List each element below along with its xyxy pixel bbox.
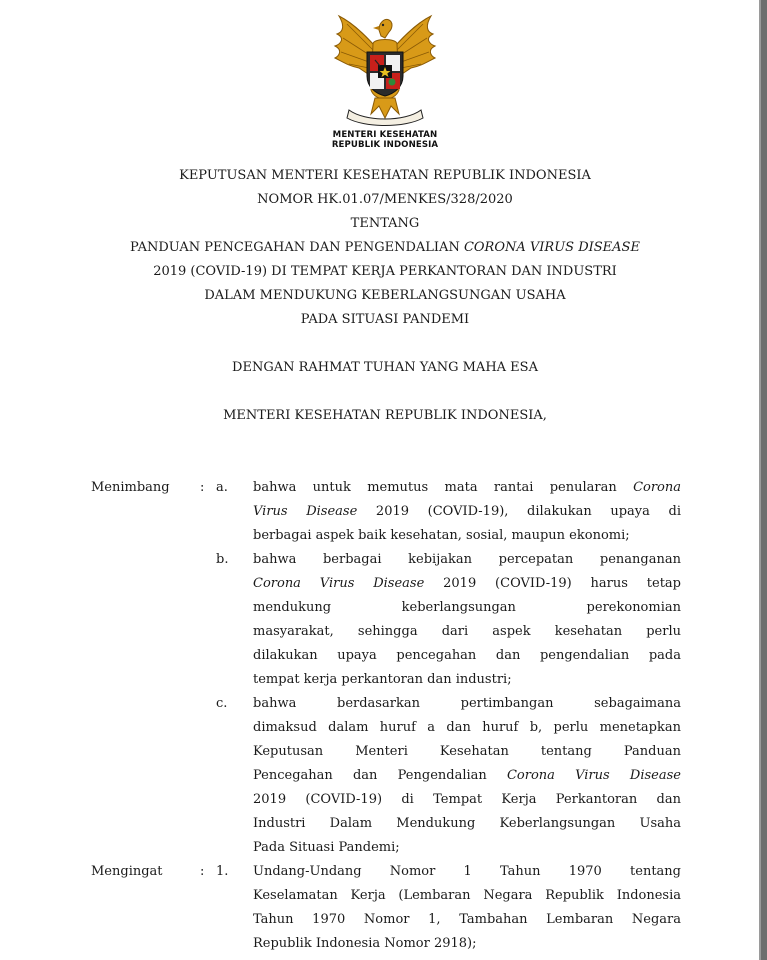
menimbang-colon: : [200,480,205,495]
subject-line-4: PADA SITUASI PANDEMI [300,312,470,327]
blessing-line: DENGAN RAHMAT TUHAN YANG MAHA ESA [232,360,538,375]
menimbang-item-c: bahwa berdasarkan pertimbangan sebagaimana dimaksud dalam huruf a dan huruf b, perlu menetapkan Keputusan Menteri Kesehatan tentang Panduan Pencegahan dan Pengendalian Corona Virus Disease 2019 (COVID-19) di Tempat Kerja Perkantoran dan Industri Dalam Mendukung Keberlangsungan Usaha Pada Situasi Pandemi; [253,696,681,855]
item-marker-a: a. [216,480,228,495]
subject-line-1: PANDUAN PENCEGAHAN DAN PENGENDALIAN CORONA VIRUS DISEASE [130,240,640,255]
decree-title: KEPUTUSAN MENTERI KESEHATAN REPUBLIK INDONESIA [179,168,591,183]
subject-line-3: DALAM MENDUKUNG KEBERLANGSUNGAN USAHA [204,288,566,303]
mengingat-colon: : [200,864,205,879]
viewer-scrollbar-edge[interactable] [759,0,767,960]
menimbang-label: Menimbang [91,480,170,495]
item-marker-c: c. [216,696,228,711]
menimbang-item-b: bahwa berbagai kebijakan percepatan penanganan Corona Virus Disease 2019 (COVID-19) harus tetap mendukung keberlangsungan perekonomian masyarakat, sehingga dari aspek kesehatan perlu dilakukan upaya pencegahan dan pengendalian pada tempat kerja perkantoran dan industri; [253,552,681,687]
menimbang-item-a: bahwa untuk memutus mata rantai penularan Corona Virus Disease 2019 (COVID-19), dilakukan upaya di berbagai aspek baik kesehatan, sosial, maupun ekonomi; [253,480,681,543]
decree-tentang: TENTANG [350,216,420,231]
subject-line-2: 2019 (COVID-19) DI TEMPAT KERJA PERKANTORAN DAN INDUSTRI [153,264,617,279]
authority-line: MENTERI KESEHATAN REPUBLIK INDONESIA, [223,408,547,423]
decree-number: NOMOR HK.01.07/MENKES/328/2020 [257,192,513,207]
emblem-caption-line: MENTERI KESEHATAN [332,130,438,140]
item-marker-b: b. [216,552,229,567]
garuda-emblem-icon [325,10,445,132]
emblem-caption-line: REPUBLIK INDONESIA [331,140,439,150]
item-marker-1: 1. [216,864,229,879]
mengingat-item-1: Undang-Undang Nomor 1 Tahun 1970 tentang Keselamatan Kerja (Lembaran Negara Republik Indonesia Tahun 1970 Nomor 1, Tambahan Lembaran Negara Republik Indonesia Nomor 2918); [253,864,681,951]
mengingat-label: Mengingat [91,864,163,879]
emblem-caption [318,130,452,150]
scrollbar-highlight [759,0,761,960]
